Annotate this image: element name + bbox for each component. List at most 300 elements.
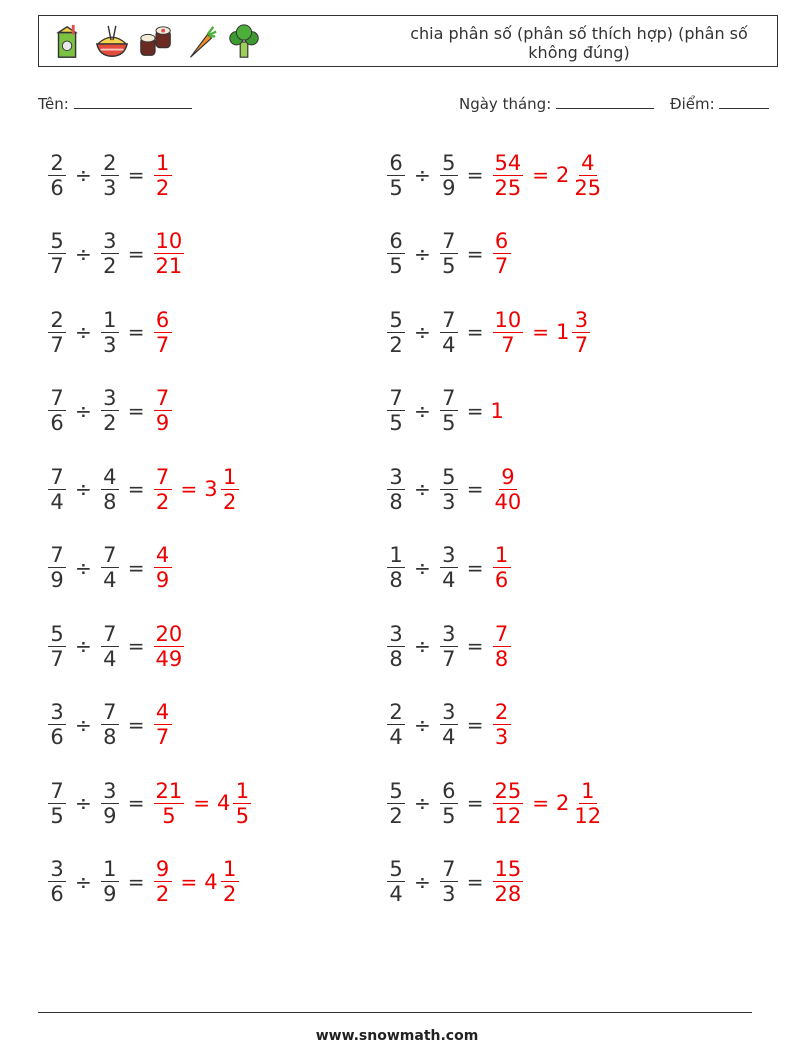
numerator: 1: [579, 779, 597, 804]
numerator: 2: [101, 151, 119, 176]
numerator: 7: [48, 543, 66, 568]
answer: [491, 543, 513, 592]
juice-box-icon: [49, 23, 87, 61]
denominator: 7: [501, 332, 515, 357]
denominator: 5: [389, 411, 403, 435]
denominator: 7: [50, 254, 64, 278]
numerator: 7: [154, 465, 172, 490]
equals-sign: =: [466, 163, 484, 187]
dividend-fraction: [387, 386, 405, 435]
denominator: 2: [155, 882, 170, 906]
denominator: 40: [494, 489, 522, 514]
numerator: 5: [440, 151, 458, 176]
divisor-fraction: [101, 779, 119, 828]
score-label: Điểm:: [670, 95, 715, 113]
denominator: 9: [50, 568, 64, 592]
answer-fraction: [154, 700, 172, 749]
answer: [491, 229, 513, 278]
numerator: 1: [221, 857, 239, 882]
mixed-fraction: [221, 857, 239, 906]
divide-sign: ÷: [414, 241, 431, 266]
numerator: 54: [494, 150, 522, 175]
answer: [491, 779, 606, 828]
denominator: 4: [442, 332, 456, 357]
answer-equals-sign: =: [193, 791, 211, 815]
problem-10: [385, 459, 525, 519]
problem-6: [385, 302, 592, 362]
answer: [491, 857, 526, 906]
numerator: 3: [440, 622, 458, 647]
denominator: 4: [389, 725, 403, 749]
denominator: 4: [103, 646, 117, 671]
numerator: 7: [440, 229, 458, 254]
numerator: 7: [493, 622, 511, 647]
equals-sign: =: [127, 791, 145, 815]
sushi-roll-icon: [137, 23, 175, 61]
denominator: 7: [442, 646, 456, 671]
divide-sign: ÷: [414, 320, 431, 344]
divisor-fraction: [440, 543, 458, 592]
numerator: 7: [101, 622, 119, 647]
denominator: 3: [103, 332, 117, 357]
numerator: 3: [101, 229, 119, 254]
numerator: 5: [48, 229, 66, 254]
mixed-fraction: [572, 308, 590, 357]
problem-17: [46, 773, 253, 833]
answer-fraction: [493, 465, 524, 514]
denominator: 6: [50, 175, 64, 200]
denominator: 5: [442, 803, 456, 828]
mixed-whole: 2: [556, 791, 570, 815]
numerator: 1: [154, 151, 172, 176]
answer: [491, 399, 504, 423]
denominator: 8: [389, 646, 403, 671]
answer-equals-sign: =: [532, 791, 550, 815]
denominator: 5: [389, 175, 403, 200]
problem-14: [385, 616, 513, 676]
denominator: 7: [494, 254, 509, 278]
denominator: 12: [494, 803, 522, 828]
denominator: 7: [50, 646, 64, 671]
numerator: 2: [493, 700, 511, 725]
numerator: 1: [101, 308, 119, 333]
denominator: 2: [103, 411, 117, 435]
denominator: 2: [389, 332, 403, 357]
denominator: 2: [222, 489, 237, 514]
denominator: 6: [50, 882, 64, 906]
mixed-whole: 4: [204, 869, 218, 894]
dividend-fraction: [387, 857, 405, 906]
date-label: Ngày tháng:: [459, 95, 552, 113]
dividend-fraction: [48, 229, 66, 278]
answer-fraction: [154, 622, 185, 671]
answer: [491, 622, 513, 671]
problem-19: [46, 852, 241, 912]
denominator: 5: [50, 803, 64, 828]
answer-equals-sign: =: [532, 320, 550, 344]
numerator: 3: [48, 700, 66, 725]
denominator: 5: [235, 803, 250, 828]
dividend-fraction: [387, 700, 405, 749]
numerator: 1: [221, 465, 239, 490]
answer-whole: 1: [490, 398, 504, 423]
mixed-whole: 4: [217, 791, 231, 815]
divide-sign: ÷: [414, 634, 431, 658]
divide-sign: ÷: [75, 712, 92, 737]
answer-equals-sign: =: [180, 869, 198, 894]
numerator: 2: [48, 151, 66, 176]
answer-equals-sign: =: [180, 477, 198, 501]
answer: [152, 779, 254, 828]
dividend-fraction: [387, 229, 405, 278]
problem-9: [46, 459, 241, 519]
divisor-fraction: [440, 857, 458, 906]
answer-fraction: [154, 543, 172, 592]
rice-bowl-icon: [93, 23, 131, 61]
problem-5: [46, 302, 174, 362]
problem-20: [385, 852, 525, 912]
numerator: 1: [101, 857, 119, 882]
divide-sign: ÷: [75, 477, 92, 501]
denominator: 28: [494, 882, 522, 906]
dividend-fraction: [48, 386, 66, 435]
denominator: 25: [574, 175, 602, 200]
divisor-fraction: [440, 700, 458, 749]
answer-fraction: [154, 229, 185, 278]
divide-sign: ÷: [414, 869, 431, 894]
answer-fraction: [493, 622, 511, 671]
answer-fraction: [493, 857, 524, 906]
denominator: 25: [494, 175, 522, 200]
problem-7: [46, 381, 174, 441]
mixed-whole: 2: [556, 163, 570, 187]
equals-sign: =: [127, 163, 145, 187]
divide-sign: ÷: [414, 791, 431, 815]
numerator: 7: [440, 857, 458, 882]
problem-13: [46, 616, 186, 676]
numerator: 10: [494, 307, 522, 332]
numerator: 2: [48, 308, 66, 333]
divisor-fraction: [101, 229, 119, 278]
equals-sign: =: [466, 712, 484, 737]
dividend-fraction: [48, 151, 66, 200]
divide-sign: ÷: [75, 241, 92, 266]
dividend-fraction: [48, 308, 66, 357]
mixed-fraction: [572, 779, 603, 828]
denominator: 9: [155, 568, 170, 592]
divide-sign: ÷: [414, 398, 431, 423]
numerator: 7: [48, 465, 66, 490]
denominator: 4: [442, 725, 456, 749]
divisor-fraction: [101, 700, 119, 749]
carrot-icon: [181, 23, 219, 61]
numerator: 5: [387, 779, 405, 804]
divisor-fraction: [440, 151, 458, 200]
numerator: 3: [440, 543, 458, 568]
divisor-fraction: [440, 622, 458, 671]
denominator: 12: [574, 803, 602, 828]
numerator: 3: [387, 622, 405, 647]
denominator: 8: [389, 489, 403, 514]
worksheet-title: chia phân số (phân số thích hợp) (phân số không đúng): [410, 24, 748, 62]
dividend-fraction: [387, 151, 405, 200]
dividend-fraction: [387, 622, 405, 671]
numerator: 1: [387, 543, 405, 568]
answer: [152, 543, 174, 592]
mixed-fraction: [572, 151, 603, 200]
dividend-fraction: [48, 543, 66, 592]
divisor-fraction: [440, 779, 458, 828]
denominator: 4: [442, 568, 456, 592]
equals-sign: =: [466, 634, 484, 658]
footer-url: www.snowmath.com: [315, 1028, 479, 1044]
divisor-fraction: [101, 543, 119, 592]
answer: [152, 308, 174, 357]
equals-sign: =: [466, 555, 484, 580]
answer-fraction: [154, 308, 172, 357]
answer: [152, 622, 187, 671]
denominator: 7: [50, 332, 64, 357]
numerator: 20: [155, 621, 183, 646]
divisor-fraction: [440, 465, 458, 514]
numerator: 4: [101, 465, 119, 490]
divisor-fraction: [101, 308, 119, 357]
denominator: 7: [574, 332, 589, 357]
denominator: 9: [442, 175, 456, 200]
denominator: 9: [155, 411, 170, 435]
numerator: 15: [494, 857, 522, 881]
equals-sign: =: [127, 555, 145, 580]
divide-sign: ÷: [414, 163, 431, 187]
numerator: 3: [101, 386, 119, 411]
denominator: 5: [162, 803, 176, 828]
dividend-fraction: [48, 622, 66, 671]
numerator: 7: [440, 386, 458, 411]
divisor-fraction: [101, 622, 119, 671]
answer: [491, 700, 513, 749]
dividend-fraction: [387, 779, 405, 828]
problem-15: [46, 695, 174, 755]
problem-8: [385, 381, 504, 441]
problem-12: [385, 538, 513, 598]
equals-sign: =: [466, 791, 484, 815]
dividend-fraction: [48, 779, 66, 828]
divide-sign: ÷: [75, 320, 92, 344]
numerator: 9: [154, 857, 172, 882]
name-field[interactable]: [38, 94, 192, 113]
divide-sign: ÷: [75, 869, 92, 894]
divide-sign: ÷: [414, 712, 431, 737]
answer-fraction: [493, 700, 511, 749]
answer-fraction: [154, 151, 172, 200]
numerator: 7: [101, 700, 119, 725]
answer: [491, 151, 606, 200]
numerator: 25: [494, 778, 522, 803]
dividend-fraction: [387, 308, 405, 357]
denominator: 2: [389, 803, 403, 828]
problem-11: [46, 538, 174, 598]
dividend-fraction: [48, 700, 66, 749]
denominator: 3: [103, 175, 117, 200]
date-line: [556, 94, 654, 109]
answer-equals-sign: =: [532, 163, 550, 187]
dividend-fraction: [387, 465, 405, 514]
numerator: 7: [440, 308, 458, 333]
denominator: 7: [155, 332, 170, 357]
answer-fraction: [493, 779, 524, 828]
divide-sign: ÷: [75, 398, 92, 423]
numerator: 5: [48, 622, 66, 647]
numerator: 1: [493, 543, 511, 568]
problem-1: [46, 145, 174, 205]
dividend-fraction: [48, 465, 66, 514]
numerator: 3: [48, 857, 66, 882]
divide-sign: ÷: [75, 634, 92, 658]
denominator: 5: [389, 254, 403, 278]
answer: [152, 386, 174, 435]
equals-sign: =: [466, 398, 484, 423]
denominator: 5: [442, 411, 456, 435]
numerator: 6: [387, 151, 405, 176]
denominator: 6: [494, 568, 509, 592]
answer-fraction: [493, 543, 511, 592]
denominator: 49: [155, 646, 183, 671]
problem-18: [385, 773, 605, 833]
numerator: 6: [440, 779, 458, 804]
equals-sign: =: [127, 712, 145, 737]
equals-sign: =: [466, 320, 484, 344]
divisor-fraction: [440, 229, 458, 278]
denominator: 3: [494, 725, 509, 749]
equals-sign: =: [466, 241, 484, 266]
numerator: 7: [101, 543, 119, 568]
denominator: 7: [155, 725, 170, 749]
numerator: 6: [154, 308, 172, 333]
denominator: 2: [103, 254, 117, 278]
name-label: Tên:: [38, 95, 69, 113]
divide-sign: ÷: [75, 555, 92, 580]
answer: [152, 151, 174, 200]
numerator: 7: [387, 386, 405, 411]
mixed-fraction: [233, 779, 251, 828]
problem-16: [385, 695, 513, 755]
answer: [152, 229, 187, 278]
denominator: 2: [155, 489, 170, 514]
denominator: 8: [389, 568, 403, 592]
denominator: 8: [103, 725, 117, 749]
denominator: 3: [442, 489, 456, 514]
answer: [152, 465, 241, 514]
answer: [491, 465, 526, 514]
answer-fraction: [493, 308, 524, 357]
numerator: 6: [493, 229, 511, 254]
denominator: 8: [494, 646, 509, 671]
problem-4: [385, 224, 513, 284]
answer-fraction: [493, 229, 511, 278]
dividend-fraction: [387, 543, 405, 592]
denominator: 4: [389, 882, 403, 906]
divisor-fraction: [101, 386, 119, 435]
denominator: 8: [103, 489, 117, 514]
denominator: 6: [50, 725, 64, 749]
equals-sign: =: [127, 477, 145, 501]
numerator: 4: [154, 543, 172, 568]
footer-divider: [38, 1012, 752, 1013]
worksheet-header: [38, 15, 778, 67]
denominator: 9: [103, 803, 117, 828]
denominator: 3: [442, 882, 456, 906]
broccoli-icon: [225, 23, 263, 61]
answer-fraction: [493, 151, 524, 200]
denominator: 5: [442, 254, 456, 278]
mixed-whole: 3: [204, 477, 218, 501]
numerator: 3: [101, 779, 119, 804]
answer-fraction: [154, 779, 185, 828]
equals-sign: =: [466, 869, 484, 894]
mixed-whole: 1: [556, 320, 570, 344]
equals-sign: =: [127, 869, 145, 894]
equals-sign: =: [127, 320, 145, 344]
numerator: 3: [572, 308, 590, 333]
header-icons: [49, 20, 263, 64]
divisor-fraction: [440, 308, 458, 357]
numerator: 7: [154, 386, 172, 411]
equals-sign: =: [127, 241, 145, 266]
numerator: 4: [579, 151, 597, 176]
denominator: 6: [50, 411, 64, 435]
divide-sign: ÷: [414, 555, 431, 580]
divisor-fraction: [101, 151, 119, 200]
mixed-fraction: [221, 465, 239, 514]
numerator: 6: [387, 229, 405, 254]
denominator: 4: [50, 489, 64, 514]
denominator: 2: [222, 882, 237, 906]
numerator: 5: [387, 857, 405, 882]
denominator: 4: [103, 568, 117, 592]
numerator: 5: [387, 308, 405, 333]
numerator: 10: [155, 229, 183, 253]
date-field[interactable]: [459, 94, 654, 113]
divisor-fraction: [440, 386, 458, 435]
denominator: 21: [155, 254, 183, 278]
denominator: 2: [155, 175, 170, 200]
numerator: 7: [48, 779, 66, 804]
answer-fraction: [154, 857, 172, 906]
numerator: 4: [154, 700, 172, 725]
divide-sign: ÷: [414, 477, 431, 501]
numerator: 3: [440, 700, 458, 725]
divisor-fraction: [101, 465, 119, 514]
numerator: 7: [48, 386, 66, 411]
numerator: 5: [440, 465, 458, 490]
numerator: 21: [155, 778, 183, 803]
equals-sign: =: [127, 398, 145, 423]
answer-fraction: [154, 386, 172, 435]
divide-sign: ÷: [75, 163, 92, 187]
score-line: [719, 94, 769, 109]
denominator: 9: [103, 882, 117, 906]
problem-2: [385, 145, 605, 205]
score-field[interactable]: [670, 94, 769, 113]
equals-sign: =: [466, 477, 484, 501]
answer: [491, 308, 593, 357]
numerator: 9: [499, 465, 517, 490]
answer: [152, 700, 174, 749]
divide-sign: ÷: [75, 791, 92, 815]
numerator: 2: [387, 700, 405, 725]
dividend-fraction: [48, 857, 66, 906]
name-line: [74, 94, 192, 109]
